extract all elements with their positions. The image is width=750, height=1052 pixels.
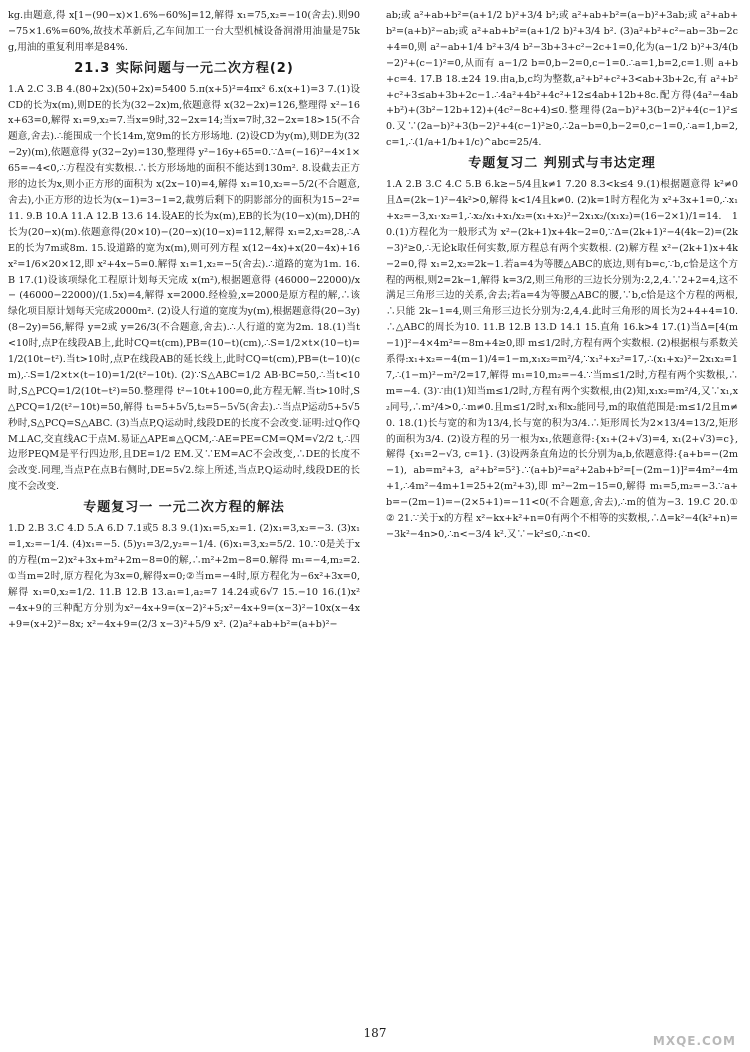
answer-text-block: ab;或 a²+ab+b²=(a+1/2 b)²+3/4 b²;或 a²+ab+b²=(a−b)²+3ab;或 a²+ab+b²=(a+b)²−ab;或 a²+ab+b²=(a+1/2 b)²+3/4 b². (3)a²+b²+c²−ab−3b−2c+4=0,则 a²−ab+1/4 b²+3/4 b²−3b+3+c²−2c+1=0,化为(a−1/2 b)²+3/4(b−2)²+(c−1)²=0,从而有 a−1/2 b=0,b−2=0,c−1=0.∴a=1,b=2,c=1.则 a+b+c=4. 17.B 18.±24 19.由a,b,c均为整数,a²+b²+c²+3<ab+3b+2c,有 a²+b²+c²+3≤ab+3b+2c−1.∴4a²+4b²+4c²+12≤4ab+12b+8c.配方得(4a²−4ab+b²)+(3b²−12b+12)+(4c²−8c+4)≤0.整理得(2a−b)²+3(b−2)²+4(c−1)²≤0.又∵(2a−b)²+3(b−2)²+4(c−1)²≥0,∴2a−b=0,b−2=0,c−1=0,∴a=1,b=2,c=1,∴(1/a+1/b+1/c)^abc=25/4. [386,10,738,149]
right-column [386,8,738,543]
page-number: 187 [363,1026,387,1040]
section-heading: 21.3 实际问题与一元二次方程(2) [74,60,294,76]
left-column [8,8,360,632]
answer-text-block: kg.由题意,得 x[1−(90−x)×1.6%−60%]=12,解得 x₁=75,x₂=−10(舍去).则90−75×1.6%=60%,故技术革新后,乙车间加工一台大型机械设备润滑用油量是75kg,用油的重复利用率是84%. [8,10,360,53]
section-heading: 专题复习一 一元二次方程的解法 [83,500,285,516]
answer-text-block: 1.D 2.B 3.C 4.D 5.A 6.D 7.1或5 8.3 9.(1)x₁=5,x₂=1. (2)x₁=3,x₂=−3. (3)x₁=1,x₂=−1/4. (4)x₁=−5. (5)y₁=3/2,y₂=−1/4. (6)x₁=3,x₂=5/2. 10.∵0是关于x的方程(m−2)x²+3x+m²+2m−8=0的解,∴m²+2m−8=0.解得 m₁=−4,m₂=2.①当m=2时,原方程化为3x=0,解得x=0;②当m=−4时,原方程化为−6x²+3x=0,解得 x₁=0,x₂=1/2. 11.B 12.B 13.a₁=1,a₂=7 14.24或6√7 15.−10 16.(1)x²−4x+9的三种配方分别为x²−4x+9=(x−2)²+5;x²−4x+9=(x−3)²−10x(x−4x+9=(x+2)²−8x; x²−4x+9=(2/3 x−3)²+5/9 x². (2)a²+ab+b²=(a+b)²− [8,523,360,630]
watermark: MXQE.COM [652,1034,736,1048]
answer-text-block: 1.A 2.B 3.C 4.C 5.B 6.k≥−5/4且k≠1 7.20 8.3<k≤4 9.(1)根据题意得 k²≠0且Δ=(2k−1)²−4k²>0,解得 k<1/4且k≠0. (2)k=1时方程化为 x²+3x+1=0,∴x₁+x₂=−3,x₁·x₂=1,∴x₂/x₁+x₁/x₂=(x₁+x₂)²−2x₁x₂/(x₁x₂)=(16−2×1)/1=14. 10.(1)方程化为一般形式为 x²−(2k+1)x+4k−2=0,∵Δ=(2k+1)²−4(4k−2)=(2k−3)²≥0,∴无论k取任何实数,原方程总有两个实数根. (2)解方程 x²−(2k+1)x+4k−2=0,得 x₁=2,x₂=2k−1.若a=4为等腰△ABC的底边,则有b=c,∵b,c恰是这个方程的两根,则2=2k−1,解得 k=3/2,则三角形的三边长分别为:2,2,4.∵2+2=4,这不满足三角形三边的关系,舍去;若a=4为等腰△ABC的腰,∵b,c恰是这个方程的两根,∴只能 2k−1=4,则三角形三边长分别为:2,4,4.此时三角形的周长为2+4+4=10.∴△ABC的周长为10. 11.B 12.B 13.D 14.1 15.直角 16.k>4 17.(1)当Δ=[4(m−1)]²−4×4m²=−8m+4≥0,即 m≤1/2时,方程有两个实数根. (2)根据根与系数关系得:x₁+x₂=−4(m−1)/4=1−m,x₁x₂=m²/4,∵x₁²+x₂²=17,∴(x₁+x₂)²−2x₁x₂=17,∴(1−m)²−m²/2=17,解得 m₁=10,m₂=−4.∵当m≤1/2时,方程有两个实数根,∴m=−4. (3)∵由(1)知当m≤1/2时,方程有两个实数根,由(2)知,x₁x₂=m²/4,又∵x₁,x₂同号,∴m²/4>0,∴m≠0.且m≤1/2时,x₁和x₂能同号,m的取值范围是:m≤1/2且m≠0. 18.(1)长与宽的和为13/4,长与宽的积为3/4.∴矩形周长为2×13/4=13/2,矩形的面积为3/4. (2)设方程的另一根为x₁,依题意得:{x₁+(2+√3)=4, x₁(2+√3)=c},解得 {x₁=2−√3, c=1}. (3)设两条直角边的长分别为a,b,依题意得:{a+b=−(2m−1), ab=m²+3, a²+b²=5²}.∵(a+b)²=a²+2ab+b²=[−(2m−1)]²=4m²−4m+1,∴4m²−4m+1=25+2(m²+3),即 m²−2m−15=0,解得 m₁=5,m₂=−3.∵a+b=−(2m−1)=−(2×5+1)=−11<0(不合题意,舍去),∴m的值为−3. 19.C 20.①② 21.∵关于x的方程 x²−kx+k²+n=0有两个不相等的实数根,∴Δ=k²−4(k²+n)=−3k²−4n>0,∴n<−3/4 k².又∵−k²≤0,∴n<0. [386,179,738,540]
answer-text-block: 1.A 2.C 3.B 4.(80+2x)(50+2x)=5400 5.π(x+5)²=4πx² 6.x(x+1)=3 7.(1)设CD的长为x(m),则DE的长为(32−2x)m,依题意得 x(32−2x)=126,整理得 x²−16x+63=0,解得 x₁=9,x₂=7.当x=9时,32−2x=14;当x=7时,32−2x=18>15(不合题意,舍去).∴能围成一个长14m,宽9m的长方形场地. (2)设CD为y(m),则DE为(32−2y)(m),依题意得 y(32−2y)=130,整理得 y²−16y+65=0.∵Δ=(−16)²−4×1×65=−4<0,∴方程没有实数根.∴长方形场地的面积不能达到130m². 8.设截去正方形的边长为x,则小正方形的面积为 x(2x−10)=4,解得 x₁=10,x₂=−5/2(不合题意,舍去),小正方形的边长为(x−1)=3−1=2,裁剪后剩下的阴影部分的面积为15−2²=11. 9.B 10.A 11.A 12.B 13.6 14.设AE的长为x(m),EB的长为(10−x)(m),DH的长为(20−x)(m).依题意得(20×10)−(20−x)(10−x)=112,解得 x₁=2,x₂=28,∴AE的长为7m或8m. 15.设道路的宽为x(m),则可列方程 x(12−4x)+x(20−4x)+16x²=1/6×20×12,即 x²+4x−5=0.解得 x₁=1,x₂=−5(舍去).∴道路的宽为1m. 16.B 17.(1)设该项绿化工程原计划每天完成 x(m²),根据题意得 (46000−22000)/x − (46000−22000)/(1.5x)=4,解得 x=2000.经检验,x=2000是原方程的解,∴该绿化项目原计划每天完成2000m². (2)设人行道的宽度为y(m),根据题意得(20−3y)(8−2y)=56,解得 y=2或 y=26/3(不合题意,舍去).∴人行道的宽为2m. 18.(1)当t<10时,点P在线段AB上,此时CQ=t(cm),PB=(10−t)(cm),∴S=1/2×t×(10−t)=1/2(10t−t²).当t>10时,点P在线段AB的延长线上,此时CQ=t(cm),PB=(t−10)(cm),∴S=1/2×t×(t−10)=1/2(t²−10t). (2)∵S△ABC=1/2 AB·BC=50,∴当t<10时,S△PCQ=1/2(10t−t²)=50.整理得 t²−10t+100=0,此方程无解.当t>10时,S△PCQ=1/2(t²−10t)=50,解得 t₁=5+5√5,t₂=5−5√5(舍去).∴当点P运动5+5√5秒时,S△PCQ=S△ABC. (3)当点P,Q运动时,线段DE的长度不会改变.证明:过Q作QM⊥AC,交直线AC于点M.易证△APE≌△QCM,∴AE=PE=CM=QM=√2/2 t,∴四边形PEQM是平行四边形,且DE=1/2 EM.又∵EM=AC不会改变,∴DE的长度不会改变.同理,当点P在点B右侧时,DE=5√2.综上所述,当点P,Q运动时,线段DE的长度不会改变. [8,83,360,493]
section-heading: 专题复习二 判别式与韦达定理 [468,156,656,172]
